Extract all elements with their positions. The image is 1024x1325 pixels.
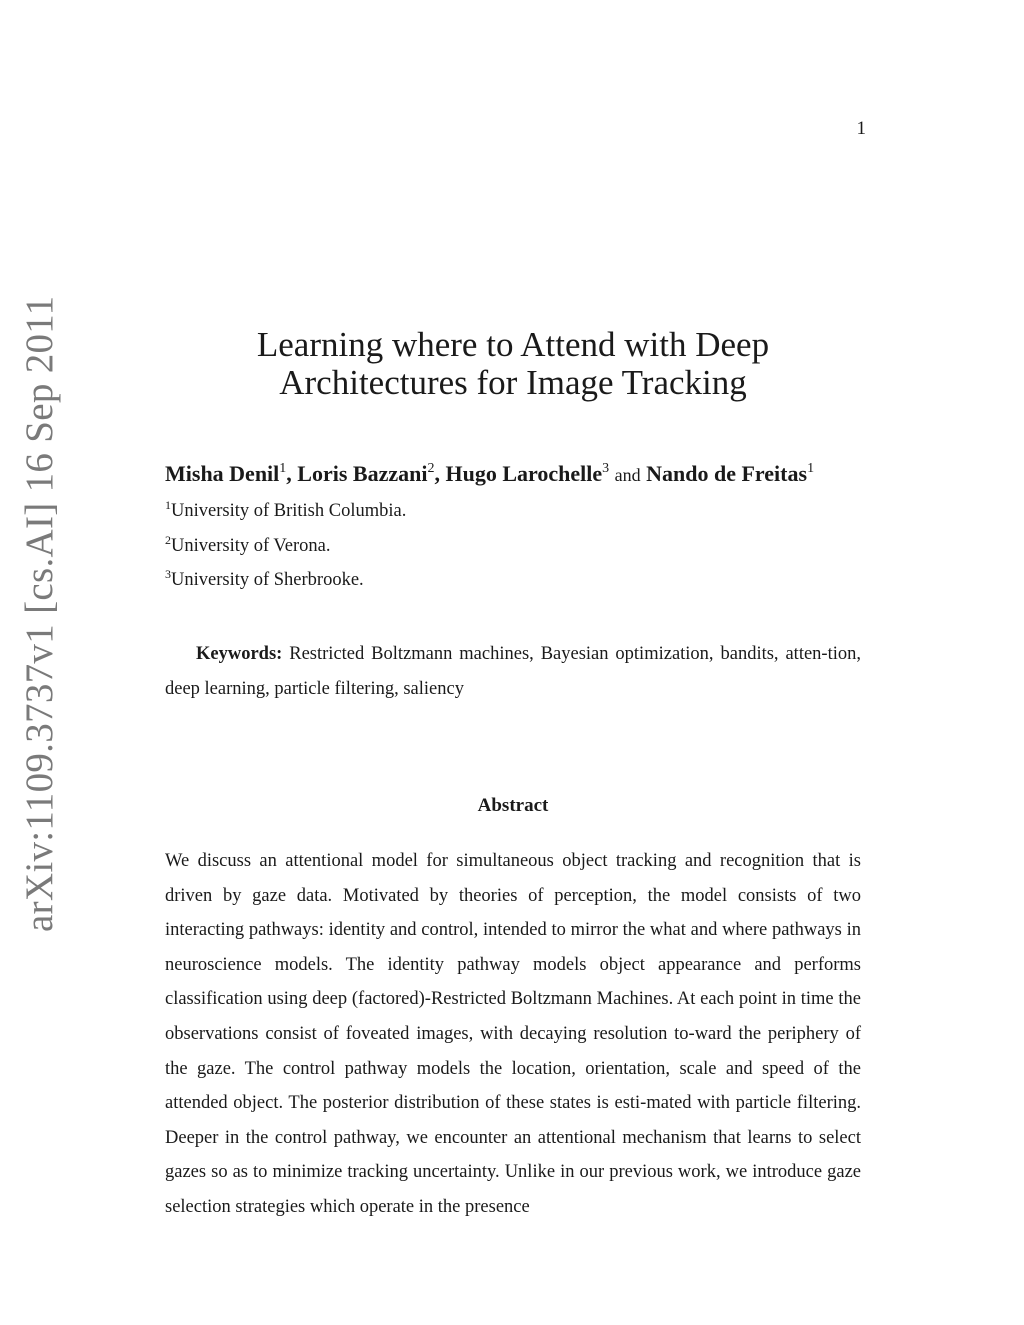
author-separator: , [286, 461, 298, 486]
paper-title [160, 326, 866, 402]
arxiv-identifier-stamp[interactable]: arXiv:1109.3737v1 [cs.AI] 16 Sep 2011 [18, 295, 61, 932]
affiliation-mark: 1 [165, 498, 171, 512]
author-separator: , [434, 461, 446, 486]
paper-title-line-2: Architectures for Image Tracking [279, 363, 747, 402]
affiliation-mark: 1 [807, 461, 815, 476]
affiliation-mark: 2 [165, 533, 171, 547]
affiliation-mark: 3 [165, 567, 171, 581]
abstract-body: We discuss an attentional model for simultaneous object tracking and recognition that is driven by gaze data. Motivated by theories of perception, the model consists of two interacting pathways: identity and control, intended to mirror the what and where pathways in neuroscience models. The identity pathway models object appearance and performs classification using deep (factored)-Restricted Boltzmann Machines. At each point in time the observations consist of foveated images, with decaying resolution to-ward the periphery of the gaze. The control pathway models the location, orientation, scale and speed of the attended object. The posterior distribution of these states is esti-mated with particle filtering. Deeper in the control pathway, we encounter an attentional mechanism that learns to select gazes so as to minimize tracking uncertainty. Unlike in our previous work, we introduce gaze selection strategies which operate in the presence [165, 851, 861, 1217]
keywords-label: Keywords: [196, 644, 283, 664]
affiliation-line [165, 568, 364, 592]
affiliation-mark: 2 [427, 461, 435, 476]
paper-title-line-1: Learning where to Attend with Deep [256, 325, 770, 364]
author-and-word: and [614, 465, 641, 485]
affiliation-line [165, 499, 406, 523]
affiliation-name: University of British Columbia. [171, 501, 407, 521]
affiliation-line [165, 534, 330, 558]
affiliation-mark: 3 [602, 461, 610, 476]
author-name: Loris Bazzani [297, 461, 428, 486]
keywords-text: Restricted Boltzmann machines, Bayesian optimization, bandits, atten-tion, deep learning, particle filtering, saliency [165, 644, 861, 699]
affiliation-name: University of Sherbrooke. [171, 570, 364, 590]
keywords-paragraph [165, 637, 861, 707]
author-name: Hugo Larochelle [445, 461, 603, 486]
affiliation-mark: 1 [279, 461, 287, 476]
abstract-heading: Abstract [477, 795, 549, 816]
author-list [165, 459, 885, 490]
affiliation-name: University of Verona. [171, 536, 331, 556]
author-name: Misha Denil [165, 461, 280, 486]
page-number: 1 [856, 118, 866, 139]
author-name: Nando de Freitas [646, 461, 808, 486]
